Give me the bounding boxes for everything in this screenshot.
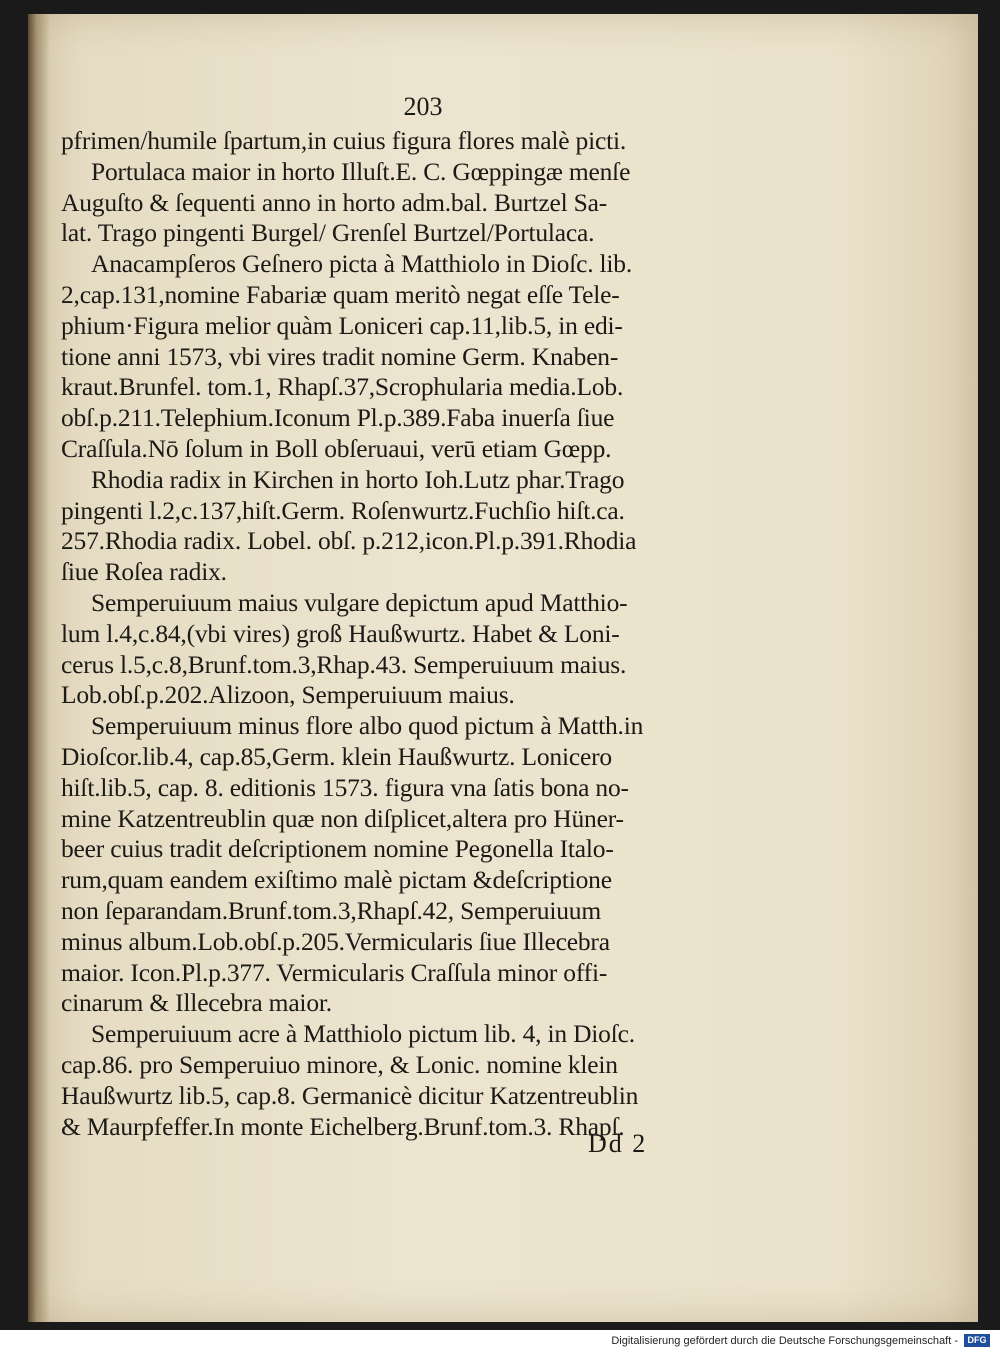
text-line: Semperuiuum minus flore albo quod pictum à Matth.in [91,711,644,741]
text-line: mine Katzentreublin quæ non diſplicet,altera pro Hüner- [61,803,624,833]
dfg-logo: DFG [964,1334,990,1347]
text-line: pfrimen/humile ſpartum,in cuius figura flores malè picti. [61,126,627,155]
text-line: kraut.Brunfel. tom.1, Rhapſ.37,Scrophularia media.Lob. [61,372,624,402]
text-line: tione anni 1573, vbi vires tradit nomine Germ. Knaben- [61,341,619,371]
text-line: cerus l.5,c.8,Brunf.tom.3,Rhap.43. Semperuiuum maius. [61,649,627,679]
text-line: cinarum & Illecebra maior. [61,988,332,1018]
page-number: 203 [403,92,443,121]
text-line: lat. Trago pingenti Burgel/ Grenſel Burtzel/Portulaca. [61,218,595,248]
text-line: Craſſula.Nō ſolum in Boll obſeruaui, verū etiam Gœpp. [61,433,612,463]
text-line: 2,cap.131,nomine Fabariæ quam meritò negat eſſe Tele- [61,279,620,309]
book-page [28,14,978,1322]
text-line: & Maurpfeffer.In monte Eichelberg.Brunf.tom.3. Rhapſ. [61,1111,625,1141]
text-line: Anacampſeros Geſnero picta à Matthiolo in Dioſc. lib. [91,249,633,279]
funding-credit: Digitalisierung gefördert durch die Deutsche Forschungsgemeinschaft - [611,1335,958,1347]
text-line: rum,quam eandem exiſtimo malè pictam &deſcriptione [61,865,612,895]
text-line: phium·Figura melior quàm Loniceri cap.11,lib.5, in edi- [61,310,623,340]
text-line: pingenti l.2,c.137,hiſt.Germ. Roſenwurtz.Fuchſio hiſt.ca. [61,495,625,525]
text-line: 257.Rhodia radix. Lobel. obſ. p.212,icon.Pl.p.391.Rhodia [61,526,637,556]
text-line: obſ.p.211.Telephium.Iconum Pl.p.389.Faba inuerſa ſiue [61,403,615,433]
text-line: Lob.obſ.p.202.Alizoon, Semperuiuum maius. [61,680,515,710]
text-line: Rhodia radix in Kirchen in horto Ioh.Lutz phar.Trago [91,464,625,494]
page-gutter-shadow [28,14,50,1322]
text-line: cap.86. pro Semperuiuo minore, & Lonic. nomine klein [61,1049,618,1079]
text-line: Portulaca maior in horto Illuſt.E. C. Gœppingæ menſe [91,156,631,186]
text-line: Haußwurtz lib.5, cap.8. Germanicè dicitur Katzentreublin [61,1080,639,1110]
text-line: ſiue Roſea radix. [61,557,227,587]
digitization-footer [0,1330,1000,1353]
text-line: Dioſcor.lib.4, cap.85,Germ. klein Haußwurtz. Lonicero [61,741,612,771]
text-line: minus album.Lob.obſ.p.205.Vermicularis ſiue Illecebra [61,926,610,956]
text-line: lum l.4,c.84,(vbi vires) groß Haußwurtz. Habet & Loni- [61,618,620,648]
text-line: Semperuiuum acre à Matthiolo pictum lib. 4, in Dioſc. [91,1019,635,1049]
text-line: Semperuiuum maius vulgare depictum apud Matthio- [91,587,628,617]
text-line: non ſeparandam.Brunf.tom.3,Rhapſ.42, Semperuiuum [61,895,601,925]
text-line: Auguſto & ſequenti anno in horto adm.bal. Burtzel Sa- [61,187,608,217]
text-line: hiſt.lib.5, cap. 8. editionis 1573. figura vna ſatis bona no- [61,772,629,802]
text-line: beer cuius tradit deſcriptionem nomine Pegonella Italo- [61,834,614,864]
page-text-block [61,126,741,1142]
signature-mark: Dd 2 [588,1129,648,1158]
text-line: maior. Icon.Pl.p.377. Vermicularis Craſſula minor offi- [61,957,608,987]
